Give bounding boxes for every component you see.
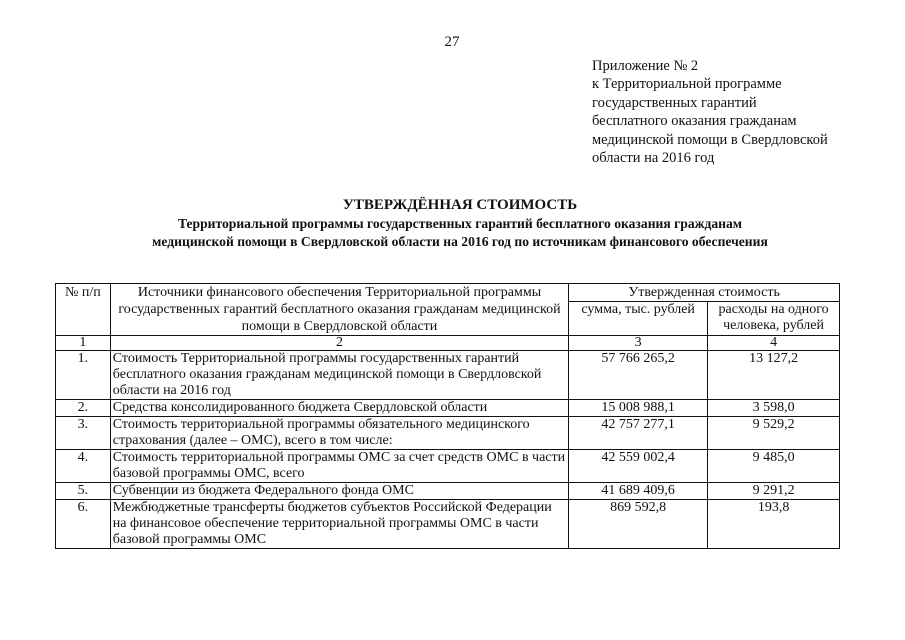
appendix-line: Приложение № 2 <box>592 58 699 74</box>
row-source: Стоимость территориальной программы обязательного медицинского страхования (далее – ОМС), всего в том числе: <box>110 417 568 450</box>
column-index: 3 <box>569 336 708 351</box>
title-subtitle-line: Территориальной программы государственных гарантий бесплатного оказания гражданам <box>177 216 743 231</box>
appendix-line: бесплатного оказания гражданам <box>592 113 797 130</box>
appendix-line: к Территориальной программе <box>592 76 782 93</box>
table-row <box>56 400 840 417</box>
appendix-line: области на 2016 год <box>592 150 715 167</box>
table-row <box>56 417 840 450</box>
header-approved-cost: Утвержденная стоимость <box>569 284 840 302</box>
page-number: 27 <box>444 34 460 50</box>
column-index: 4 <box>708 336 840 351</box>
row-number: 4. <box>56 450 111 483</box>
column-index: 1 <box>56 336 111 351</box>
row-source: Субвенции из бюджета Федерального фонда ОМС <box>110 483 568 500</box>
row-number: 6. <box>56 500 111 549</box>
row-sum: 41 689 409,6 <box>569 483 708 500</box>
appendix-line: медицинской помощи в Свердловской <box>592 131 828 148</box>
column-index: 2 <box>110 336 568 351</box>
row-sum: 42 559 002,4 <box>569 450 708 483</box>
title-main: УТВЕРЖДЁННАЯ СТОИМОСТЬ <box>342 197 578 213</box>
row-per-person: 13 127,2 <box>708 351 840 400</box>
title-subtitle-line: медицинской помощи в Свердловской области на 2016 год по источникам финансового обеспечения <box>152 234 768 249</box>
row-per-person: 9 529,2 <box>708 417 840 450</box>
row-number: 5. <box>56 483 111 500</box>
row-source: Средства консолидированного бюджета Свердловской области <box>110 400 568 417</box>
row-per-person: 193,8 <box>708 500 840 549</box>
row-sum: 869 592,8 <box>569 500 708 549</box>
row-number: 2. <box>56 400 111 417</box>
header-source: Источники финансового обеспечения Территориальной программы государственных гарантий бесплатного оказания гражданам медицинской помощи в Свердловской области <box>110 284 568 336</box>
row-per-person: 9 291,2 <box>708 483 840 500</box>
table-row <box>56 500 840 549</box>
row-number: 1. <box>56 351 111 400</box>
document-title <box>80 196 840 251</box>
row-per-person: 9 485,0 <box>708 450 840 483</box>
table-row <box>56 351 840 400</box>
column-index-row <box>56 336 840 351</box>
row-sum: 15 008 988,1 <box>569 400 708 417</box>
header-sum: сумма, тыс. рублей <box>569 302 708 336</box>
row-source: Стоимость Территориальной программы государственных гарантий бесплатного оказания гражданам медицинской помощи в Свердловской области на 2016 год <box>110 351 568 400</box>
header-number: № п/п <box>56 284 111 336</box>
row-per-person: 3 598,0 <box>708 400 840 417</box>
table-row <box>56 450 840 483</box>
header-per-person: расходы на одного человека, рублей <box>708 302 840 336</box>
table-row <box>56 483 840 500</box>
row-source: Стоимость территориальной программы ОМС за счет средств ОМС в части базовой программы ОМС, всего <box>110 450 568 483</box>
row-sum: 42 757 277,1 <box>569 417 708 450</box>
table-body <box>56 336 840 549</box>
row-number: 3. <box>56 417 111 450</box>
appendix-note <box>592 57 892 167</box>
approved-cost-table <box>55 283 840 549</box>
row-source: Межбюджетные трансферты бюджетов субъектов Российской Федерации на финансовое обеспечение территориальной программы ОМС в части базовой программы ОМС <box>110 500 568 549</box>
appendix-line: государственных гарантий <box>592 94 757 111</box>
row-sum: 57 766 265,2 <box>569 351 708 400</box>
